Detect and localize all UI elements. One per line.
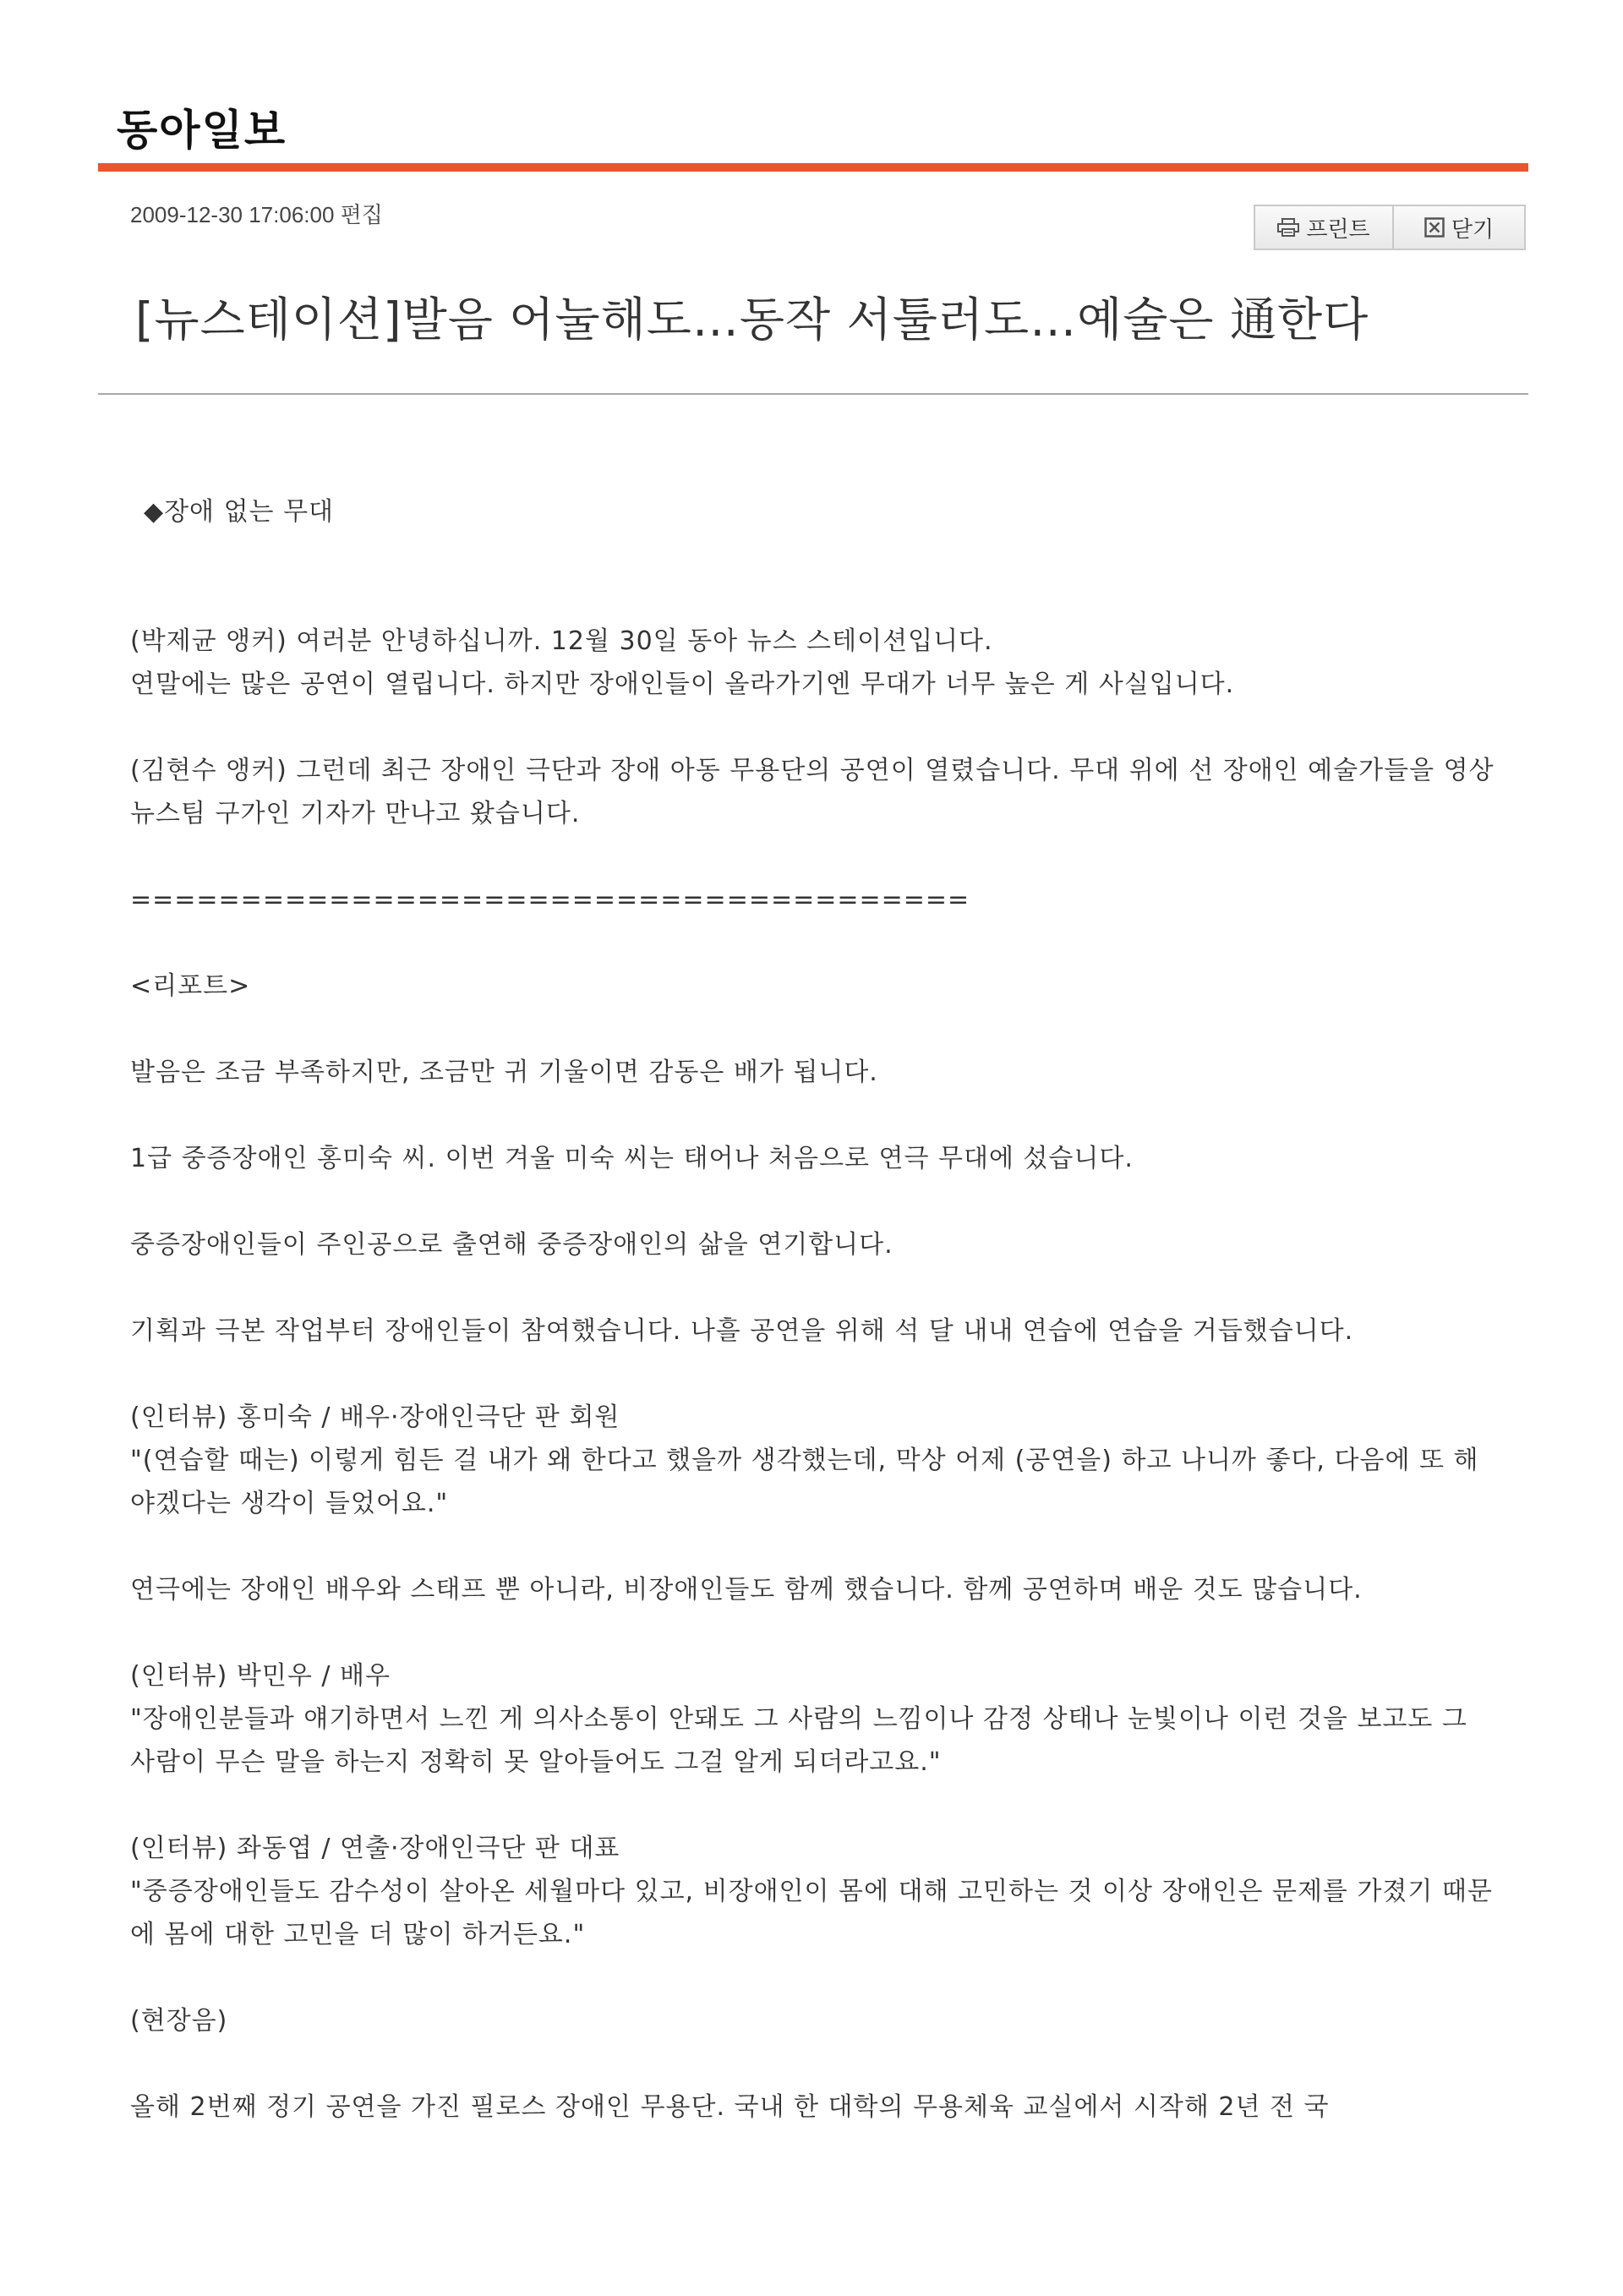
article-paragraph: 올해 2번째 정기 공연을 가진 필로스 장애인 무용단. 국내 한 대학의 무용체육 교실에서 시작해 2년 전 국 [130, 2092, 1330, 2122]
paragraph-line: 연말에는 많은 공연이 열립니다. 하지만 장애인들이 올라가기엔 무대가 너무 높은 게 사실입니다. [130, 670, 1235, 699]
article-paragraph: 중증장애인들이 주인공으로 출연해 중증장애인의 삶을 연기합니다. [130, 1230, 893, 1260]
article-paragraph [130, 620, 1500, 706]
article-paragraph: 발음은 조금 부족하지만, 조금만 귀 기울이면 감동은 배가 됩니다. [130, 1058, 878, 1087]
close-label: 닫기 [1451, 216, 1495, 243]
paragraph-line: "(연습할 때는) 이렇게 힘든 걸 내가 왜 한다고 했을까 생각했는데, 막상 어제 (공연을) 하고 나니까 좋다, 다음에 또 해야겠다는 생각이 들었어요." [130, 1446, 1479, 1518]
article-paragraph: <리포트> [130, 971, 251, 1001]
paragraph-line: (인터뷰) 박민우 / 배우 [130, 1661, 391, 1691]
article-paragraph: (김현수 앵커) 그런데 최근 장애인 극단과 장애 아동 무용단의 공연이 열렸습니다. 무대 위에 선 장애인 예술가들을 영상뉴스팀 구가인 기자가 만나고 왔습니다. [130, 756, 1495, 828]
article-paragraphs [130, 620, 1500, 2129]
close-icon [1424, 217, 1445, 238]
paragraph-line: "장애인분들과 얘기하면서 느낀 게 의사소통이 안돼도 그 사람의 느낌이나 감정 상태나 눈빛이나 이런 것을 보고도 그 사람이 무슨 말을 하는지 정확히 못 알아들어도 그걸 알게 되더라고요." [130, 1704, 1467, 1777]
newspaper-logo: 동아일보 [117, 106, 287, 155]
printer-icon [1277, 218, 1299, 237]
toolbar [1254, 205, 1526, 250]
article-paragraph: 1급 중증장애인 홍미숙 씨. 이번 겨울 미숙 씨는 태어나 처음으로 연극 무대에 섰습니다. [130, 1144, 1134, 1173]
article-paragraph: 기획과 극본 작업부터 장애인들이 참여했습니다. 나흘 공연을 위해 석 달 내내 연습에 연습을 거듭했습니다. [130, 1316, 1354, 1346]
edit-dateline: 2009-12-30 17:06:00 편집 [130, 202, 383, 227]
print-button[interactable] [1255, 206, 1394, 249]
article-paragraph [130, 1654, 1500, 1784]
paragraph-line: (박제균 앵커) 여러분 안녕하십니까. 12월 30일 동아 뉴스 스테이션입니다. [130, 626, 993, 656]
article-paragraph: ====================================== [130, 885, 970, 915]
close-button[interactable] [1394, 206, 1524, 249]
title-divider [98, 393, 1528, 395]
paragraph-line: (인터뷰) 좌동엽 / 연출·장애인극단 판 대표 [130, 1834, 620, 1863]
article-body [130, 490, 1500, 2172]
article-paragraph: 연극에는 장애인 배우와 스태프 뿐 아니라, 비장애인들도 함께 했습니다. 함께 공연하며 배운 것도 많습니다. [130, 1575, 1363, 1604]
article-subheading: ◆장애 없는 무대 [144, 497, 335, 527]
article-paragraph [130, 1396, 1500, 1525]
header-accent-rule [98, 163, 1528, 172]
article-paragraph: (현장음) [130, 2006, 228, 2036]
article-title: [뉴스테이션]발음 어눌해도…동작 서툴러도…예술은 通한다 [135, 292, 1369, 347]
paragraph-line: "중증장애인들도 감수성이 살아온 세월마다 있고, 비장애인이 몸에 대해 고민하는 것 이상 장애인은 문제를 가졌기 때문에 몸에 대한 고민을 더 많이 하거든요." [130, 1877, 1493, 1949]
print-label: 프린트 [1306, 216, 1370, 243]
paragraph-line: (인터뷰) 홍미숙 / 배우·장애인극단 판 회원 [130, 1402, 620, 1432]
article-paragraph [130, 1827, 1500, 1956]
